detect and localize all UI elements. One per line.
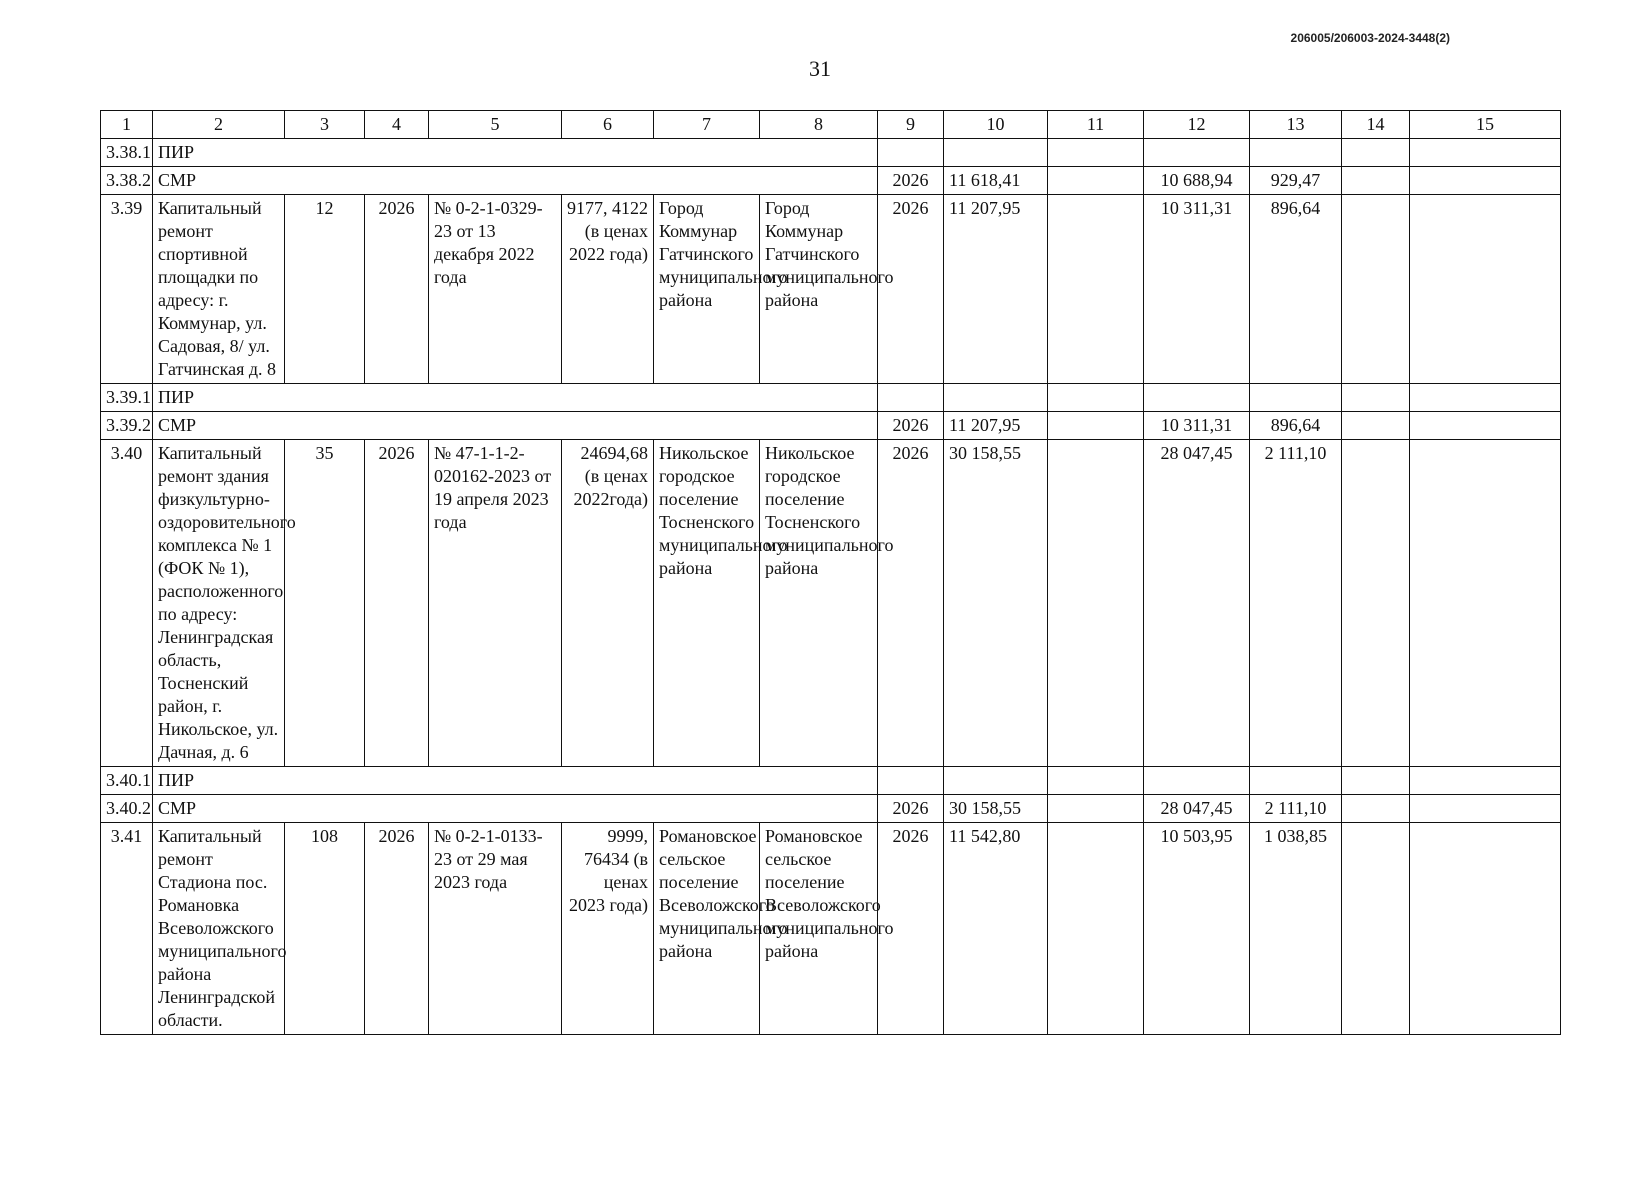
- total-cell: 11 207,95: [944, 195, 1048, 384]
- column-number: 6: [562, 111, 654, 139]
- cell-empty: [1342, 440, 1410, 767]
- local-budget-cell: 1 038,85: [1250, 823, 1342, 1035]
- cell-empty: [878, 767, 944, 795]
- cell-empty: [1342, 823, 1410, 1035]
- column-number: 15: [1410, 111, 1561, 139]
- customer-cell: Город Коммунар Гатчинского муниципального района: [654, 195, 760, 384]
- cell-empty: [1342, 767, 1410, 795]
- table-row: [101, 440, 1561, 767]
- expertise-cell: № 0-2-1-0329-23 от 13 декабря 2022 года: [429, 195, 562, 384]
- total-cell: 11 618,41: [944, 167, 1048, 195]
- column-number-row: [101, 111, 1561, 139]
- table-row: [101, 384, 1561, 412]
- cell-empty: [878, 384, 944, 412]
- cell-empty: [1342, 795, 1410, 823]
- year-cell: 2026: [365, 823, 429, 1035]
- regional-budget-cell: 10 311,31: [1144, 195, 1250, 384]
- cell-empty: [1048, 767, 1144, 795]
- row-number: 3.40.1: [101, 767, 153, 795]
- column-number: 13: [1250, 111, 1342, 139]
- column-number: 4: [365, 111, 429, 139]
- cell-empty: [1048, 167, 1144, 195]
- cell-empty: [1410, 195, 1561, 384]
- regional-budget-cell: 10 311,31: [1144, 412, 1250, 440]
- year-cell: 2026: [878, 440, 944, 767]
- cell-empty: [1048, 823, 1144, 1035]
- page-number: 31: [809, 56, 831, 81]
- table-row: [101, 412, 1561, 440]
- total-cell: 30 158,55: [944, 440, 1048, 767]
- owner-cell: Город Коммунар Гатчинского муниципального района: [760, 195, 878, 384]
- object-name: Капитальный ремонт Стадиона пос. Романовка Всеволожского муниципального района Ленинградской области.: [153, 823, 285, 1035]
- table-row: [101, 795, 1561, 823]
- total-cell: 30 158,55: [944, 795, 1048, 823]
- column-number: 2: [153, 111, 285, 139]
- column-number: 5: [429, 111, 562, 139]
- owner-cell: Романовское сельское поселение Всеволожского муниципального района: [760, 823, 878, 1035]
- cell-empty: [1250, 139, 1342, 167]
- cell-empty: [1048, 412, 1144, 440]
- stage-label: ПИР: [153, 384, 878, 412]
- estimate-cost-cell: 24694,68 (в ценах 2022года): [562, 440, 654, 767]
- object-name: Капитальный ремонт спортивной площадки по адресу: г. Коммунар, ул. Садовая, 8/ ул. Гатчинская д. 8: [153, 195, 285, 384]
- customer-cell: Никольское городское поселение Тосненского муниципального района: [654, 440, 760, 767]
- cell-empty: [1250, 384, 1342, 412]
- stage-label: СМР: [153, 412, 878, 440]
- cell-empty: [1410, 440, 1561, 767]
- capacity-cell: 35: [285, 440, 365, 767]
- cell-empty: [1410, 795, 1561, 823]
- row-number: 3.39: [101, 195, 153, 384]
- year-cell: 2026: [878, 167, 944, 195]
- local-budget-cell: 2 111,10: [1250, 440, 1342, 767]
- total-cell: 11 207,95: [944, 412, 1048, 440]
- cell-empty: [1410, 412, 1561, 440]
- cell-empty: [1048, 384, 1144, 412]
- row-number: 3.39.1: [101, 384, 153, 412]
- document-id: 206005/206003-2024-3448(2): [1290, 31, 1450, 45]
- cell-empty: [944, 767, 1048, 795]
- year-cell: 2026: [878, 795, 944, 823]
- cell-empty: [1342, 384, 1410, 412]
- cell-empty: [1410, 767, 1561, 795]
- column-number: 12: [1144, 111, 1250, 139]
- expertise-cell: № 47-1-1-2-020162-2023 от 19 апреля 2023 года: [429, 440, 562, 767]
- row-number: 3.39.2: [101, 412, 153, 440]
- objects-table: [100, 110, 1561, 1035]
- cell-empty: [1410, 384, 1561, 412]
- stage-label: ПИР: [153, 139, 878, 167]
- cell-empty: [1144, 384, 1250, 412]
- local-budget-cell: 896,64: [1250, 195, 1342, 384]
- local-budget-cell: 2 111,10: [1250, 795, 1342, 823]
- column-number: 9: [878, 111, 944, 139]
- cell-empty: [944, 384, 1048, 412]
- column-number: 14: [1342, 111, 1410, 139]
- object-name: Капитальный ремонт здания физкультурно-оздоровительного комплекса № 1 (ФОК № 1), расположенного по адресу: Ленинградская область, Тосненский район, г. Никольское, ул. Дачная, д. 6: [153, 440, 285, 767]
- regional-budget-cell: 28 047,45: [1144, 440, 1250, 767]
- column-number: 1: [101, 111, 153, 139]
- row-number: 3.38.2: [101, 167, 153, 195]
- cell-empty: [1342, 167, 1410, 195]
- estimate-cost-cell: 9177, 4122 (в ценах 2022 года): [562, 195, 654, 384]
- cell-empty: [1048, 139, 1144, 167]
- year-cell: 2026: [365, 195, 429, 384]
- year-cell: 2026: [878, 195, 944, 384]
- regional-budget-cell: 28 047,45: [1144, 795, 1250, 823]
- expertise-cell: № 0-2-1-0133-23 от 29 мая 2023 года: [429, 823, 562, 1035]
- table-row: [101, 767, 1561, 795]
- column-number: 7: [654, 111, 760, 139]
- customer-cell: Романовское сельское поселение Всеволожского муниципального района: [654, 823, 760, 1035]
- row-number: 3.40.2: [101, 795, 153, 823]
- local-budget-cell: 929,47: [1250, 167, 1342, 195]
- column-number: 8: [760, 111, 878, 139]
- stage-label: ПИР: [153, 767, 878, 795]
- cell-empty: [1048, 795, 1144, 823]
- cell-empty: [1250, 767, 1342, 795]
- cell-empty: [944, 139, 1048, 167]
- cell-empty: [1342, 195, 1410, 384]
- estimate-cost-cell: 9999, 76434 (в ценах 2023 года): [562, 823, 654, 1035]
- column-number: 10: [944, 111, 1048, 139]
- row-number: 3.38.1: [101, 139, 153, 167]
- stage-label: СМР: [153, 795, 878, 823]
- owner-cell: Никольское городское поселение Тосненского муниципального района: [760, 440, 878, 767]
- cell-empty: [878, 139, 944, 167]
- cell-empty: [1144, 767, 1250, 795]
- capacity-cell: 108: [285, 823, 365, 1035]
- cell-empty: [1410, 167, 1561, 195]
- cell-empty: [1144, 139, 1250, 167]
- column-number: 11: [1048, 111, 1144, 139]
- table-row: [101, 195, 1561, 384]
- table-row: [101, 139, 1561, 167]
- table-row: [101, 823, 1561, 1035]
- cell-empty: [1410, 823, 1561, 1035]
- row-number: 3.40: [101, 440, 153, 767]
- stage-label: СМР: [153, 167, 878, 195]
- cell-empty: [1342, 139, 1410, 167]
- capacity-cell: 12: [285, 195, 365, 384]
- regional-budget-cell: 10 688,94: [1144, 167, 1250, 195]
- row-number: 3.41: [101, 823, 153, 1035]
- year-cell: 2026: [878, 412, 944, 440]
- column-number: 3: [285, 111, 365, 139]
- year-cell: 2026: [878, 823, 944, 1035]
- table-row: [101, 167, 1561, 195]
- total-cell: 11 542,80: [944, 823, 1048, 1035]
- regional-budget-cell: 10 503,95: [1144, 823, 1250, 1035]
- cell-empty: [1048, 195, 1144, 384]
- year-cell: 2026: [365, 440, 429, 767]
- cell-empty: [1410, 139, 1561, 167]
- local-budget-cell: 896,64: [1250, 412, 1342, 440]
- cell-empty: [1048, 440, 1144, 767]
- cell-empty: [1342, 412, 1410, 440]
